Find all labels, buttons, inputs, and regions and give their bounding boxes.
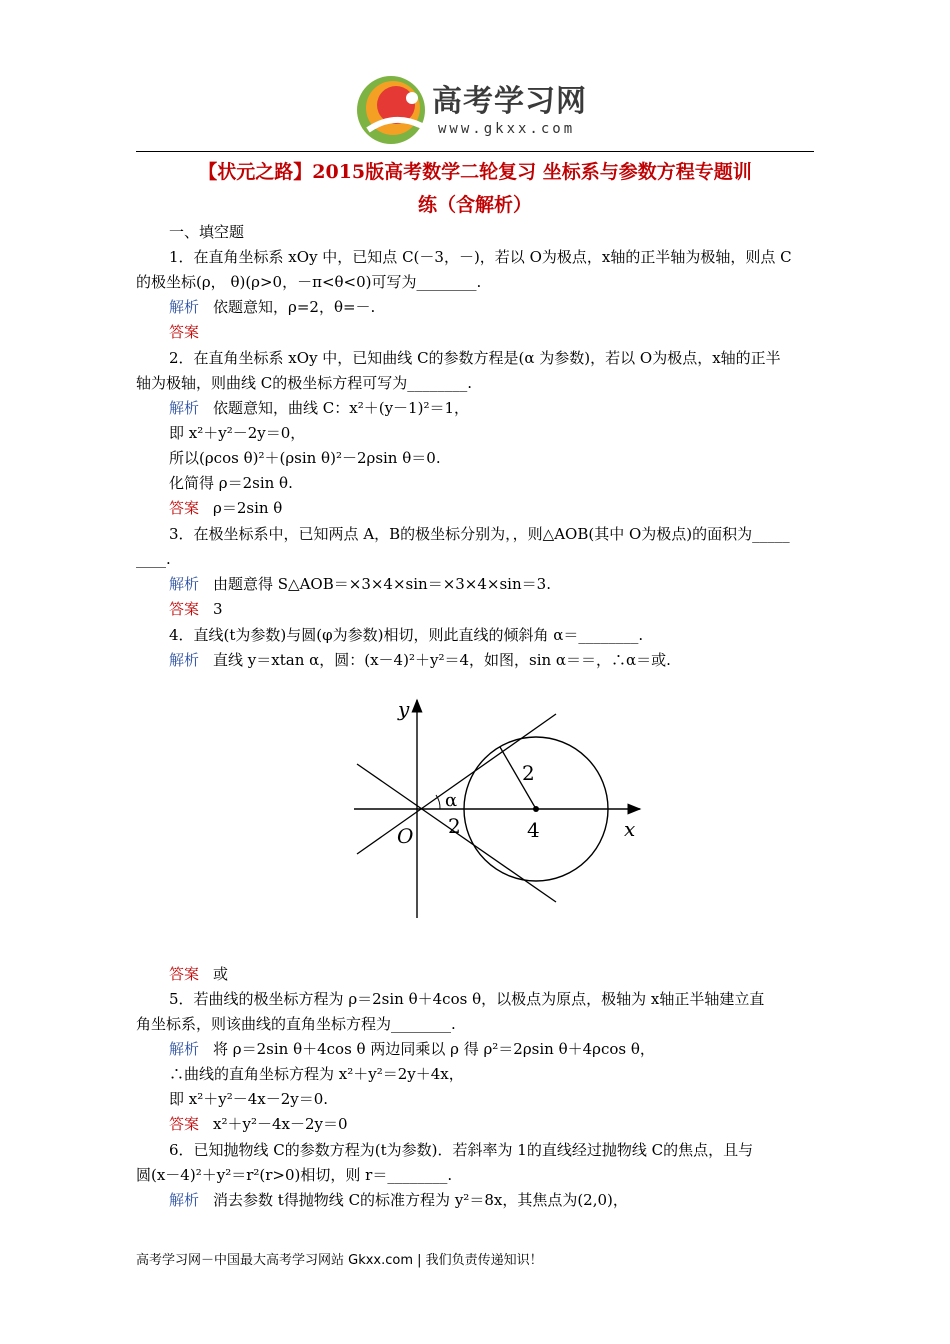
analysis-label: 解析 bbox=[169, 399, 200, 417]
q3-answer-text: 3 bbox=[213, 600, 223, 618]
logo-url: www.gkxx.com bbox=[438, 121, 576, 137]
analysis-label: 解析 bbox=[169, 1040, 200, 1058]
q5-answer bbox=[136, 1113, 859, 1135]
section-heading: 一、填空题 bbox=[169, 223, 245, 241]
q2-line1: 2．在直角坐标系 xOy 中，已知曲线 C的参数方程是(α 为参数)，若以 O为极点，x轴的正半 bbox=[169, 349, 781, 367]
q6-line2: 圆(x－4)²＋y²＝r²(r>0)相切，则 r＝________. bbox=[136, 1166, 453, 1184]
q5-analysis-text: 将 ρ＝2sin θ＋4cos θ 两边同乘以 ρ 得 ρ²＝2ρsin θ＋4ρcos θ， bbox=[213, 1040, 655, 1058]
q5-line1: 5．若曲线的极坐标方程为 ρ＝2sin θ＋4cos θ，以极点为原点，极轴为 x轴正半轴建立直 bbox=[169, 990, 765, 1008]
analysis-label: 解析 bbox=[169, 575, 200, 593]
q2-analysis bbox=[136, 397, 859, 419]
q3-analysis bbox=[136, 573, 859, 595]
segment-label: 2 bbox=[448, 814, 461, 838]
q4-analysis-text: 直线 y＝xtan α，圆：(x－4)²＋y²＝4，如图，sin α＝＝，∴α＝或. bbox=[213, 651, 671, 669]
q3-answer bbox=[136, 598, 859, 620]
q4-answer-text: 或 bbox=[213, 965, 229, 983]
analysis-label: 解析 bbox=[169, 651, 200, 669]
answer-label: 答案 bbox=[169, 1115, 200, 1133]
q3-line2: ____. bbox=[136, 550, 171, 568]
x-label: x bbox=[624, 817, 636, 841]
q5-step1: ∴曲线的直角坐标方程为 x²＋y²＝2y＋4x， bbox=[169, 1065, 464, 1083]
q6-analysis bbox=[136, 1189, 859, 1211]
q5-step2: 即 x²＋y²－4x－2y＝0. bbox=[169, 1090, 329, 1108]
q1-analysis-text: 依题意知，ρ=2，θ=－. bbox=[213, 298, 376, 316]
radius-label: 2 bbox=[522, 761, 535, 785]
tangent-circle-figure bbox=[350, 696, 650, 922]
q5-analysis bbox=[136, 1038, 859, 1060]
center-label: 4 bbox=[527, 818, 540, 842]
answer-label: 答案 bbox=[169, 965, 200, 983]
q2-step1: 即 x²＋y²－2y＝0， bbox=[169, 424, 306, 442]
analysis-label: 解析 bbox=[169, 298, 200, 316]
q2-step2: 所以(ρcos θ)²＋(ρsin θ)²－2ρsin θ＝0. bbox=[169, 449, 441, 467]
answer-label: 答案 bbox=[169, 499, 200, 517]
q2-step3: 化简得 ρ＝2sin θ. bbox=[169, 474, 293, 492]
answer-label: 答案 bbox=[169, 600, 200, 618]
q4-answer bbox=[136, 963, 859, 985]
q2-analysis-text: 依题意知，曲线 C：x²＋(y－1)²＝1， bbox=[213, 399, 470, 417]
q4-line1: 4．直线(t为参数)与圆(φ为参数)相切，则此直线的倾斜角 α＝________. bbox=[169, 626, 644, 644]
q3-analysis-text: 由题意得 S△AOB＝×3×4×sin＝×3×4×sin＝3. bbox=[213, 575, 551, 593]
q6-analysis-text: 消去参数 t得抛物线 C的标准方程为 y²＝8x，其焦点为(2,0)， bbox=[213, 1191, 628, 1209]
q1-line1: 1．在直角坐标系 xOy 中，已知点 C(－3，－)，若以 O为极点，x轴的正半轴为极轴，则点 C bbox=[169, 248, 792, 266]
q2-answer bbox=[136, 497, 859, 519]
q6-line1: 6．已知抛物线 C的参数方程为(t为参数)．若斜率为 1的直线经过抛物线 C的焦点，且与 bbox=[169, 1141, 754, 1159]
y-label: y bbox=[398, 697, 410, 721]
alpha-label: α bbox=[445, 790, 458, 811]
q5-line2: 角坐标系，则该曲线的直角坐标方程为________. bbox=[136, 1015, 456, 1033]
q1-answer bbox=[136, 321, 859, 343]
answer-label: 答案 bbox=[169, 323, 200, 341]
circle-center bbox=[533, 806, 539, 812]
q5-answer-text: x²＋y²－4x－2y＝0 bbox=[213, 1115, 348, 1133]
q2-line2: 轴为极轴，则曲线 C的极坐标方程可写为________. bbox=[136, 374, 473, 392]
logo-name: 高考学习网 bbox=[432, 84, 587, 119]
analysis-label: 解析 bbox=[169, 1191, 200, 1209]
q2-answer-text: ρ＝2sin θ bbox=[213, 499, 283, 517]
header-rule bbox=[136, 151, 814, 152]
page-footer: 高考学习网－中国最大高考学习网站 Gkxx.com | 我们负责传递知识！ bbox=[136, 1253, 543, 1268]
q1-analysis bbox=[136, 296, 859, 318]
q1-line2: 的极坐标(ρ， θ)(ρ>0，－π<θ<0)可写为________. bbox=[136, 273, 482, 291]
doc-title-line2: 练（含解析） bbox=[417, 194, 532, 216]
q3-line1: 3．在极坐标系中，已知两点 A，B的极坐标分别为，，则△AOB(其中 O为极点)的面积为_____ bbox=[169, 525, 790, 543]
q4-analysis bbox=[136, 649, 859, 671]
origin-label: O bbox=[397, 824, 414, 848]
doc-title-line1: 【状元之路】2015版高考数学二轮复习 坐标系与参数方程专题训 bbox=[198, 161, 752, 183]
